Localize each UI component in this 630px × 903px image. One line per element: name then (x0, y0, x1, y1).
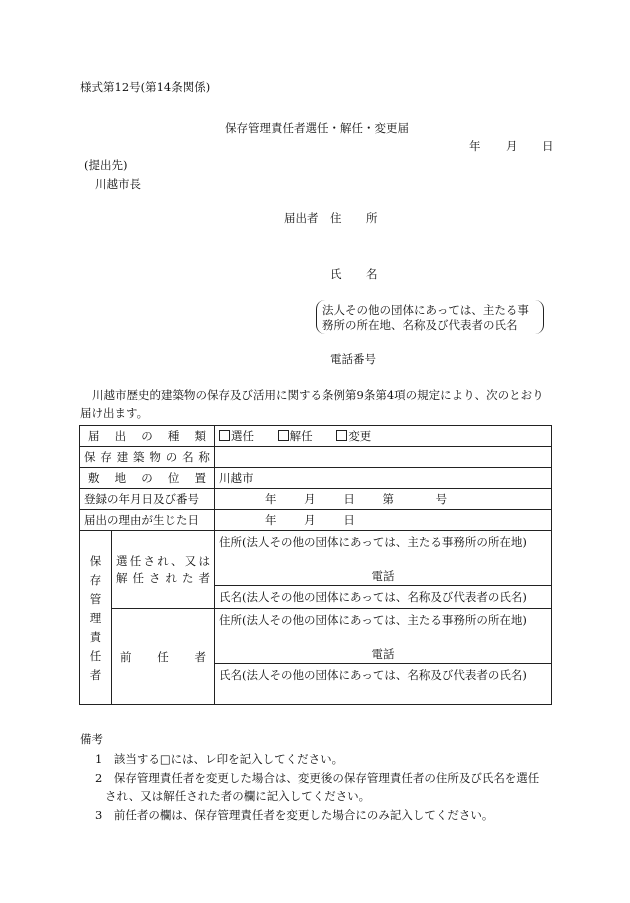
phone-hint: 電話 (371, 647, 395, 661)
name-label-1: 氏 (330, 267, 342, 281)
phone-hint: 電話 (371, 569, 395, 583)
option-change[interactable]: 変更 (336, 429, 371, 443)
row-notification-type (80, 426, 552, 447)
checkbox-change[interactable] (336, 430, 347, 441)
checkbox-appoint[interactable] (219, 430, 230, 441)
field-site[interactable] (215, 468, 552, 489)
row-previous-address (80, 609, 552, 664)
row-reason-date (80, 510, 552, 531)
name-label-2: 名 (366, 267, 378, 281)
field-appointed-name[interactable] (215, 586, 552, 609)
statement-line2: 届け出ます。 (80, 406, 149, 420)
row-site (80, 468, 552, 489)
note-1: 1 該当する□には、レ印を記入してください。 (95, 752, 344, 766)
notes-heading: 備考 (80, 732, 103, 746)
notifier-label: 届出者 (284, 211, 319, 225)
label-previous: 前 任 者 (112, 609, 215, 705)
checkbox-dismiss[interactable] (278, 430, 289, 441)
label-reason-date: 届出の理由が生じた日 (80, 510, 215, 531)
row-appointed-address (80, 531, 552, 586)
page-title: 保存管理責任者選任・解任・変更届 (225, 121, 409, 135)
label-notification-type: 届 出 の 種 類 (80, 426, 215, 447)
address-hint: 住所(法人その他の団体にあっては、主たる事務所の所在地) (219, 535, 527, 549)
recipient-name: 川越市長 (95, 177, 141, 191)
note-2-line1: 2 保存管理責任者を変更した場合は、変更後の保存管理責任者の住所及び氏名を選任 (95, 771, 540, 785)
address-label-2: 所 (366, 211, 378, 225)
label-building-name: 保 存 建 築 物 の 名 称 (80, 447, 215, 468)
note-2-line2: され、又は解任された者の欄に記入してください。 (105, 789, 371, 803)
corp-note-line1: 法人その他の団体にあっては、主たる事 (322, 303, 529, 317)
option-appoint[interactable]: 選任 (219, 429, 254, 443)
label-appointed: 選 任 さ れ 、 又 は 解 任 さ れ た 者 (112, 531, 215, 609)
address-label-1: 住 (330, 211, 342, 225)
statement-line1: 川越市歴史的建築物の保存及び活用に関する条例第9条第4項の規定により、次のとおり (92, 388, 544, 402)
phone-label: 電話番号 (330, 352, 376, 366)
field-previous-address[interactable] (215, 609, 552, 664)
address-hint: 住所(法人その他の団体にあっては、主たる事務所の所在地) (219, 613, 527, 627)
note-3: 3 前任者の欄は、保存管理責任者を変更した場合にのみ記入してください。 (95, 808, 494, 822)
field-previous-name[interactable] (215, 664, 552, 705)
site-value: 川越市 (219, 471, 254, 485)
date-year: 年 (469, 139, 481, 153)
label-registration: 登録の年月日及び番号 (80, 489, 215, 510)
label-site: 敷 地 の 位 置 (80, 468, 215, 489)
field-registration[interactable]: 年 月 日 第 号 (215, 489, 552, 510)
field-appointed-address[interactable] (215, 531, 552, 586)
row-registration (80, 489, 552, 510)
field-reason-date[interactable]: 年 月 日 (215, 510, 552, 531)
field-building-name[interactable] (215, 447, 552, 468)
recipient-label: (提出先) (84, 158, 128, 172)
form-number: 様式第12号(第14条関係) (80, 80, 211, 94)
date-day: 日 (542, 139, 554, 153)
corp-note-line2: 務所の所在地、名称及び代表者の氏名 (322, 318, 518, 332)
option-dismiss[interactable]: 解任 (278, 429, 313, 443)
notification-table (79, 425, 552, 705)
row-building-name (80, 447, 552, 468)
name-hint: 氏名(法人その他の団体にあっては、名称及び代表者の氏名) (219, 668, 527, 682)
name-hint: 氏名(法人その他の団体にあっては、名称及び代表者の氏名) (219, 590, 527, 604)
label-manager: 保 存 管 理 責 任 者 (80, 531, 112, 705)
date-month: 月 (506, 139, 518, 153)
notification-type-options (215, 426, 552, 447)
